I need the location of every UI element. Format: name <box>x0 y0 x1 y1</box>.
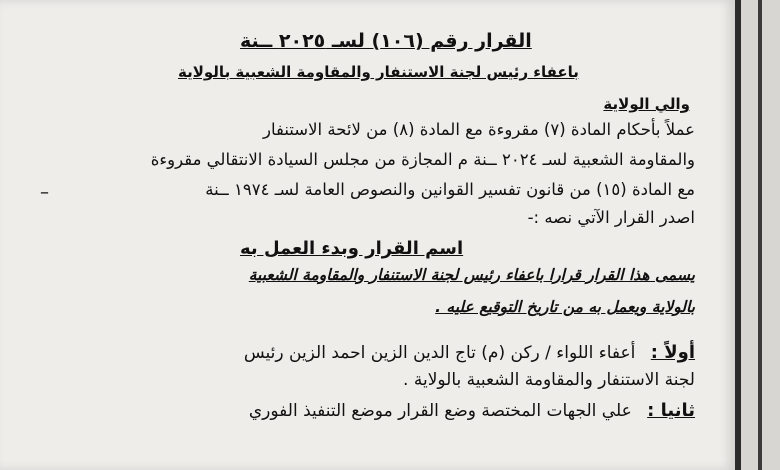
decision-subtitle: باعفاء رئيس لجنة الاستنفار والمقاومة الشعبية بالولاية <box>178 63 579 81</box>
preamble-line: اصدر القرار الآتي نصه :- <box>527 208 695 227</box>
item-text: علي الجهات المختصة وضع القرار موضع التنفيذ الفوري <box>248 401 632 421</box>
item-text: أعفاء اللواء / ركن (م) تاج الدين الزين احمد الزين رئيس <box>243 343 636 363</box>
item-text: لجنة الاستنفار والمقاومة الشعبية بالولاية . <box>403 370 695 390</box>
page-edge-shadow <box>758 0 762 470</box>
page-edge-shadow <box>735 0 741 470</box>
item-first-continuation <box>403 370 695 390</box>
naming-line: بالولاية ويعمل به من تاريخ التوقيع عليه . <box>435 298 695 316</box>
naming-line: يسمى هذا القرار قرارا باعفاء رئيس لجنة الاستنفار والمقاومة الشعبية <box>248 266 695 284</box>
decision-title: القرار رقم (١٠٦) لسـ ٢٠٢٥ ــنة <box>240 30 532 52</box>
item-label: ثانيا : <box>647 400 695 421</box>
addressee: والي الولاية <box>603 95 690 113</box>
preamble-line: والمقاومة الشعبية لسـ ٢٠٢٤ ــنة م المجازة من مجلس السيادة الانتقالي مقروءة <box>150 150 695 169</box>
item-label: أولاً : <box>650 342 695 363</box>
preamble-dash: – <box>40 182 49 203</box>
preamble-line: عملاً بأحكام المادة (٧) مقروءة مع المادة (٨) من لائحة الاستنفار <box>262 120 695 139</box>
preamble-line: مع المادة (١٥) من قانون تفسير القوانين والنصوص العامة لسـ ١٩٧٤ ــنة <box>205 180 695 199</box>
item-first <box>244 342 695 363</box>
item-second <box>249 400 695 421</box>
section-heading: اسم القرار وبدء العمل به <box>240 238 464 259</box>
